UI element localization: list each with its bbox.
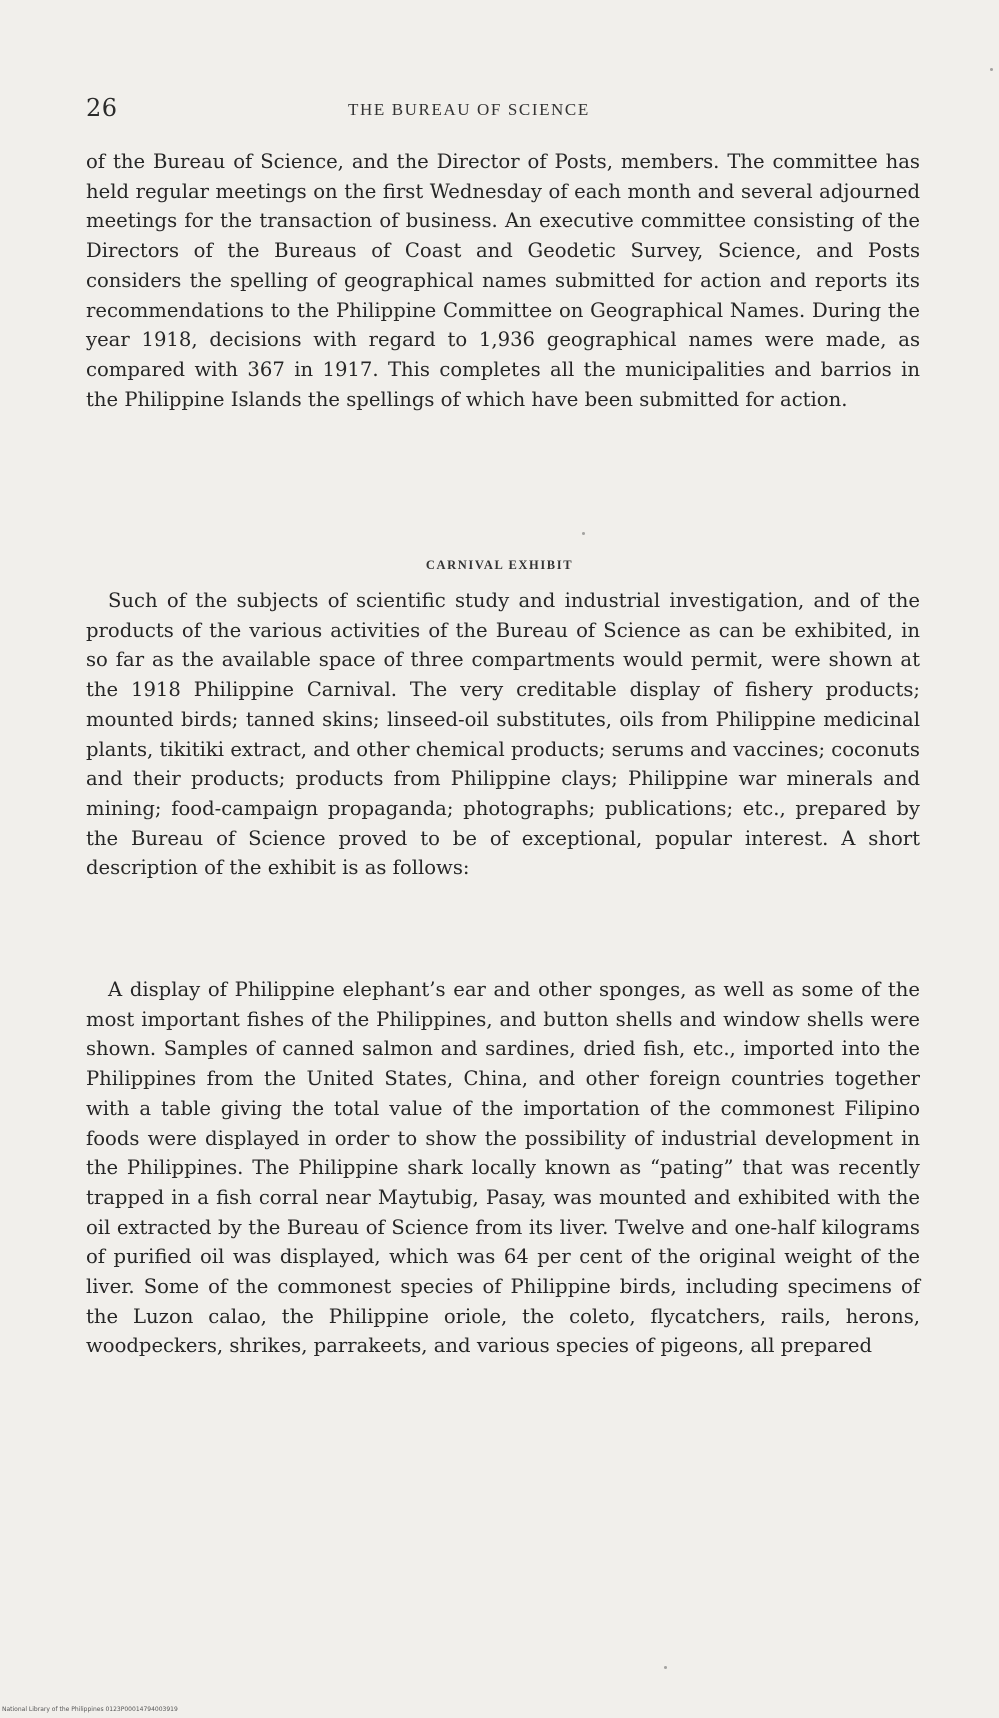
paragraph-text: Such of the subjects of scientific study and industrial investigation, and of the products of the various activities of the Bureau of Science as can be exhibited, in so far as the available space of three compartments would permit, were shown at the 1918 Philippine Carnival. The very creditable display of fishery products; mounted birds; tanned skins; linseed-oil substitutes, oils from Philippine medicinal plants, tikitiki extract, and other chemical products; serums and vaccines; coconuts and their products; products from Philippine clays; Philippine war minerals and mining; food-campaign propaganda; photographs; publications; etc., prepared by the Bureau of Science proved to be of exceptional, popular interest. A short description of the exhibit is as follows: [86,589,920,880]
page-number: 26 [86,94,118,122]
scan-speck [990,68,993,71]
running-head: THE BUREAU OF SCIENCE [348,100,590,119]
section-heading: CARNIVAL EXHIBIT [425,558,574,572]
paragraph-exhibit-description [86,975,920,1361]
paragraph-text: A display of Philippine elephant’s ear and other sponges, as well as some of the most important fishes of the Philippines, and button shells and window shells were shown. Samples of canned salmon and sardines, dried fish, etc., imported into the Philippines from the United States, China, and other foreign countries together with a table giving the total value of the importation of the commonest Filipino foods were displayed in order to show the possibility of industrial development in the Philippines. The Philippine shark locally known as “pating” that was recently trapped in a fish corral near Maytubig, Pasay, was mounted and exhibited with the oil extracted by the Bureau of Science from its liver. Twelve and one-half kilograms of purified oil was displayed, which was 64 per cent of the original weight of the liver. Some of the commonest species of Philippine birds, including specimens of the Luzon calao, the Philippine oriole, the coleto, flycatchers, rails, herons, woodpeckers, shrikes, parrakeets, and various species of pigeons, all prepared [86,978,920,1358]
paragraph-carnival-intro [86,586,920,883]
scan-speck [664,1666,667,1669]
paragraph-text: of the Bureau of Science, and the Director of Posts, members. The committee has held regular meetings on the first Wednesday of each month and several adjourned meetings for the transaction of business. An executive committee consisting of the Directors of the Bureaus of Coast and Geodetic Survey, Science, and Posts considers the spelling of geographical names submitted for action and reports its recommendations to the Philippine Committee on Geographical Names. During the year 1918, decisions with regard to 1,936 geographical names were made, as compared with 367 in 1917. This completes all the municipalities and barrios in the Philippine Islands the spellings of which have been submitted for action. [86,150,920,411]
footer-note: National Library of the Philippines 0123P00014794003919 [2,1706,178,1713]
scan-speck [582,532,585,535]
paragraph-committee [86,147,920,414]
page-header [86,92,926,128]
